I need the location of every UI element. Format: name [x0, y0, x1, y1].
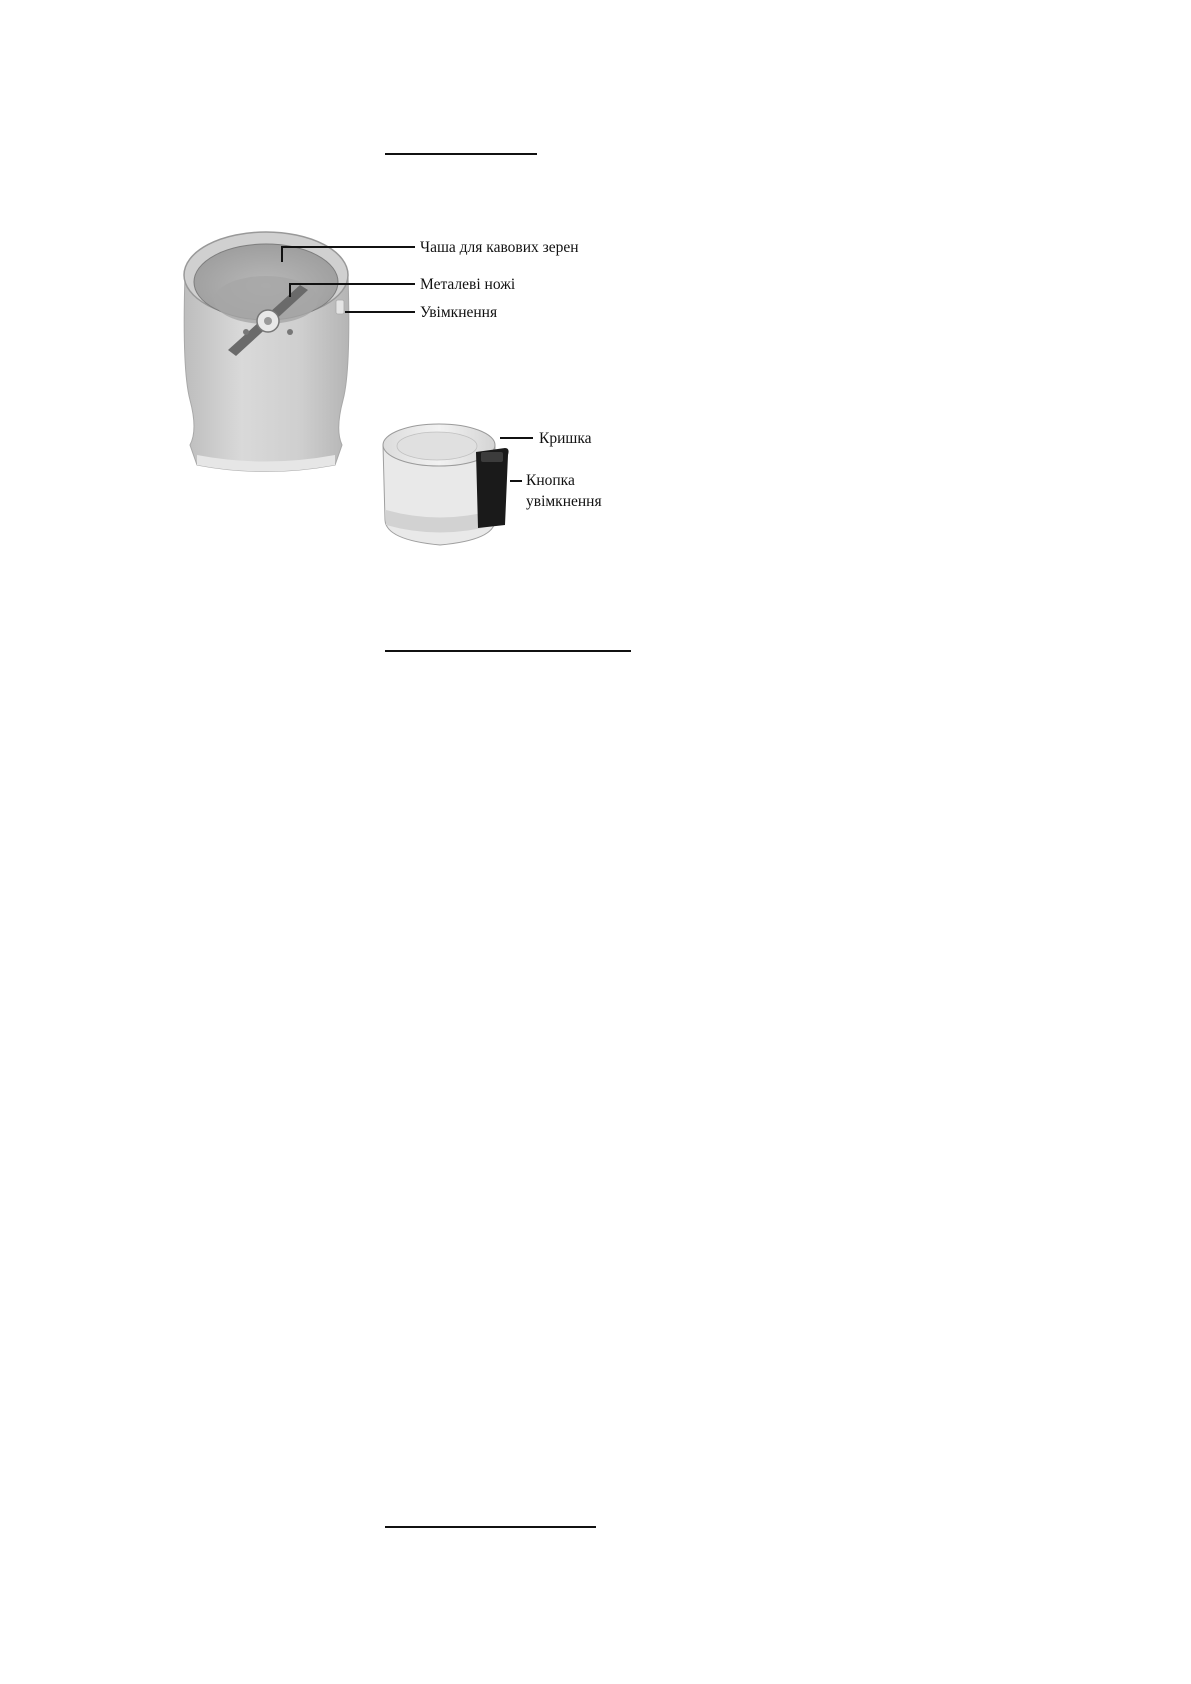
label-switch: Увімкнення	[420, 304, 498, 321]
lid-image	[383, 424, 509, 545]
grinder-body-image	[184, 232, 349, 472]
label-button-line1: Кнопка	[526, 472, 575, 489]
label-lid: Кришка	[539, 430, 592, 447]
label-blades: Металеві ножі	[420, 276, 516, 293]
label-button-line2: увімкнення	[526, 493, 602, 510]
label-bowl: Чаша для кавових зерен	[420, 239, 579, 256]
